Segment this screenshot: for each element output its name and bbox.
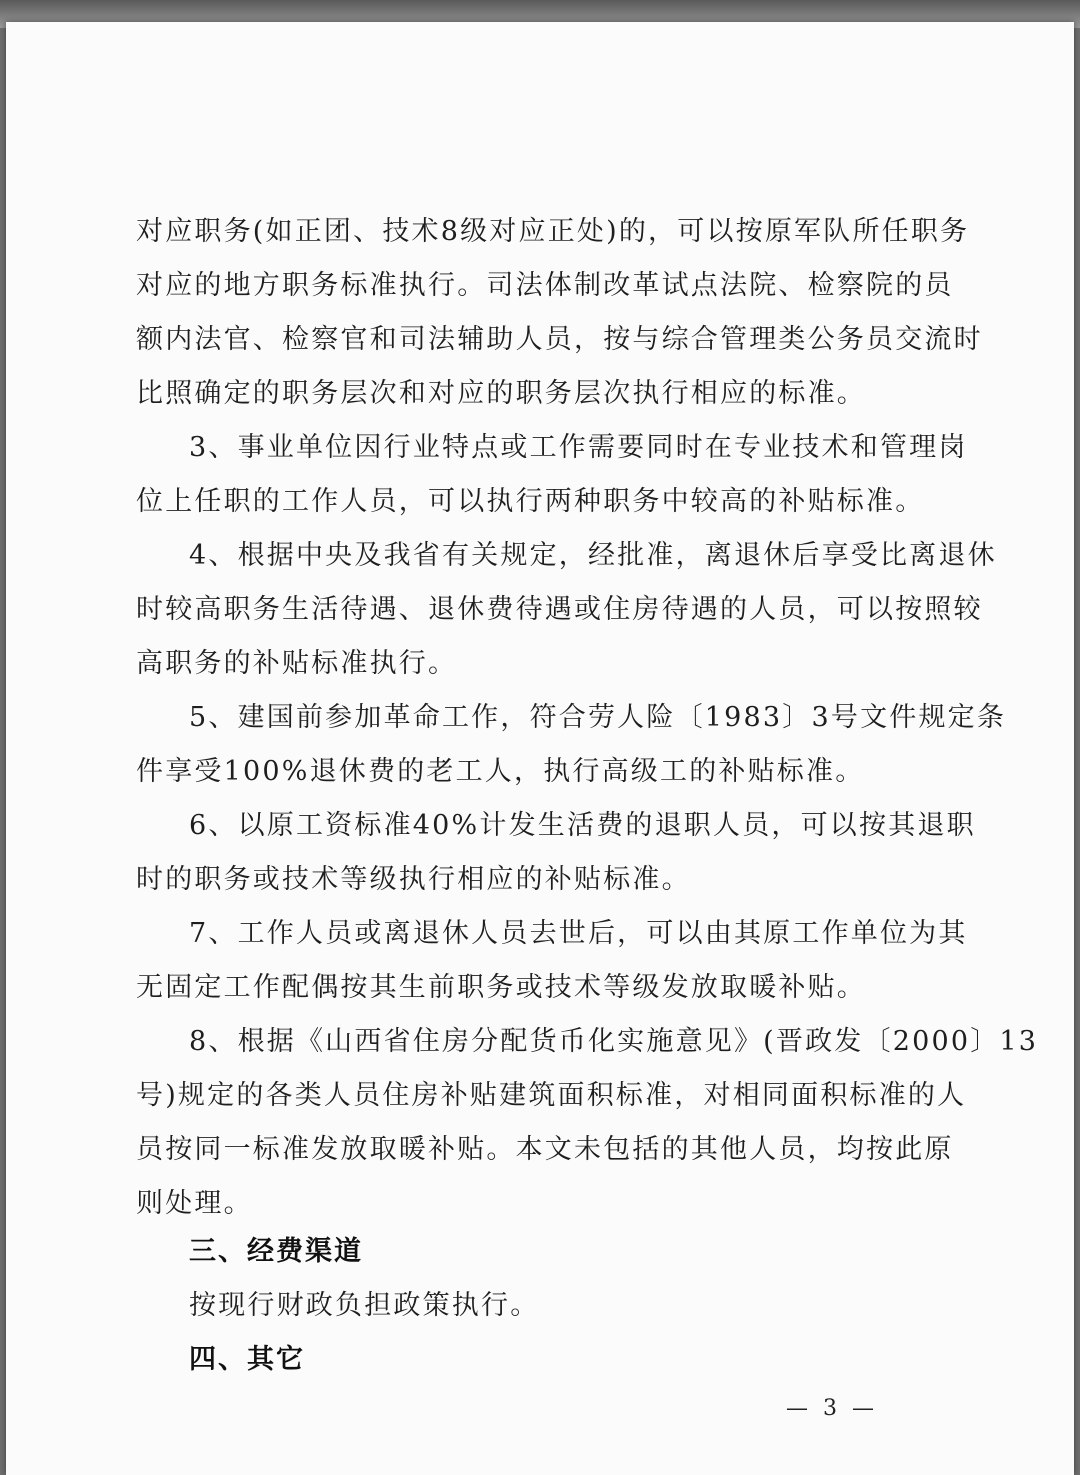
text-line: 3、事业单位因行业特点或工作需要同时在专业技术和管理岗 [189,432,968,463]
text-line: 则处理。 [136,1188,253,1219]
text-line: 时较高职务生活待遇、退休费待遇或住房待遇的人员，可以按照较 [136,594,983,625]
text-line: 对应职务(如正团、技术8级对应正处)的，可以按原军队所任职务 [136,216,970,247]
text-line: 比照确定的职务层次和对应的职务层次执行相应的标准。 [136,378,866,409]
text-line: 位上任职的工作人员，可以执行两种职务中较高的补贴标准。 [136,486,925,517]
text-line: 6、以原工资标准40%计发生活费的退职人员，可以按其退职 [189,810,976,841]
section-heading: 三、经费渠道 [189,1236,363,1267]
text-line: 5、建国前参加革命工作，符合劳人险〔1983〕3号文件规定条 [189,702,1007,733]
text-line: 件享受100%退休费的老工人，执行高级工的补贴标准。 [136,756,865,787]
text-line: 4、根据中央及我省有关规定，经批准，离退休后享受比离退休 [189,540,997,571]
document-page [6,22,1074,1475]
text-line: 时的职务或技术等级执行相应的补贴标准。 [136,864,691,895]
text-line: 7、工作人员或离退休人员去世后，可以由其原工作单位为其 [189,918,968,949]
section-body: 按现行财政负担政策执行。 [189,1290,540,1321]
section-heading: 四、其它 [189,1344,305,1375]
text-line: 员按同一标准发放取暖补贴。本文未包括的其他人员，均按此原 [136,1134,954,1165]
page-number: — 3 — [786,1396,878,1421]
text-line: 对应的地方职务标准执行。司法体制改革试点法院、检察院的员 [136,270,954,301]
text-line: 额内法官、检察官和司法辅助人员，按与综合管理类公务员交流时 [136,324,983,355]
text-line: 高职务的补贴标准执行。 [136,648,458,679]
text-line: 8、根据《山西省住房分配货币化实施意见》(晋政发〔2000〕13 [189,1026,1039,1057]
text-line: 无固定工作配偶按其生前职务或技术等级发放取暖补贴。 [136,972,866,1003]
text-line: 号)规定的各类人员住房补贴建筑面积标准，对相同面积标准的人 [136,1080,967,1111]
